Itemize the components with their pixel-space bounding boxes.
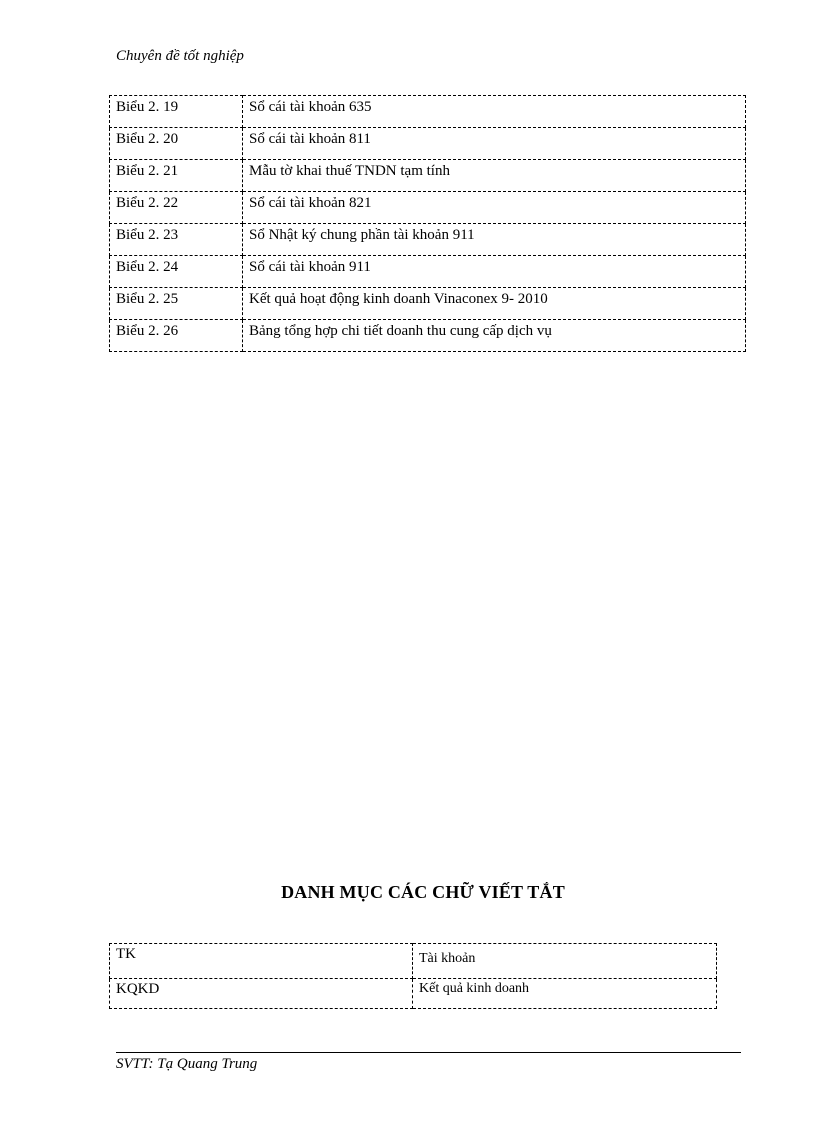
figure-code: Biểu 2. 21 [110,160,243,192]
page-header: Chuyên đề tốt nghiệp [116,48,244,64]
table-row [110,128,746,160]
figure-code: Biểu 2. 23 [110,224,243,256]
figure-code: Biểu 2. 24 [110,256,243,288]
table-row [110,944,717,979]
figure-title: Sổ cái tài khoản 911 [243,256,746,288]
table-row [110,288,746,320]
abbreviation: KQKD [110,979,413,1009]
abbreviations-heading: DANH MỤC CÁC CHỮ VIẾT TẮT [281,882,565,902]
table-row [110,192,746,224]
table-row [110,979,717,1009]
abbreviations-table [109,943,717,1009]
page-footer: SVTT: Tạ Quang Trung [116,1056,258,1072]
abbreviation-meaning: Tài khoản [413,944,717,979]
figure-title: Sổ Nhật ký chung phần tài khoản 911 [243,224,746,256]
figure-code: Biểu 2. 22 [110,192,243,224]
figure-title: Sổ cái tài khoản 811 [243,128,746,160]
figure-code: Biểu 2. 26 [110,320,243,352]
table-row [110,224,746,256]
figure-code: Biểu 2. 25 [110,288,243,320]
footer-divider [116,1052,741,1053]
figure-title: Bảng tổng hợp chi tiết doanh thu cung cấp dịch vụ [243,320,746,352]
figure-code: Biểu 2. 20 [110,128,243,160]
figure-code: Biểu 2. 19 [110,96,243,128]
table-row [110,160,746,192]
figure-list-table [109,95,746,352]
figure-title: Sổ cái tài khoản 635 [243,96,746,128]
abbreviation-meaning: Kết quả kinh doanh [413,979,717,1009]
table-row [110,96,746,128]
table-row [110,320,746,352]
figure-title: Mẫu tờ khai thuế TNDN tạm tính [243,160,746,192]
table-row [110,256,746,288]
figure-title: Kết quả hoạt động kinh doanh Vinaconex 9- 2010 [243,288,746,320]
abbreviation: TK [110,944,413,979]
figure-title: Sổ cái tài khoản 821 [243,192,746,224]
